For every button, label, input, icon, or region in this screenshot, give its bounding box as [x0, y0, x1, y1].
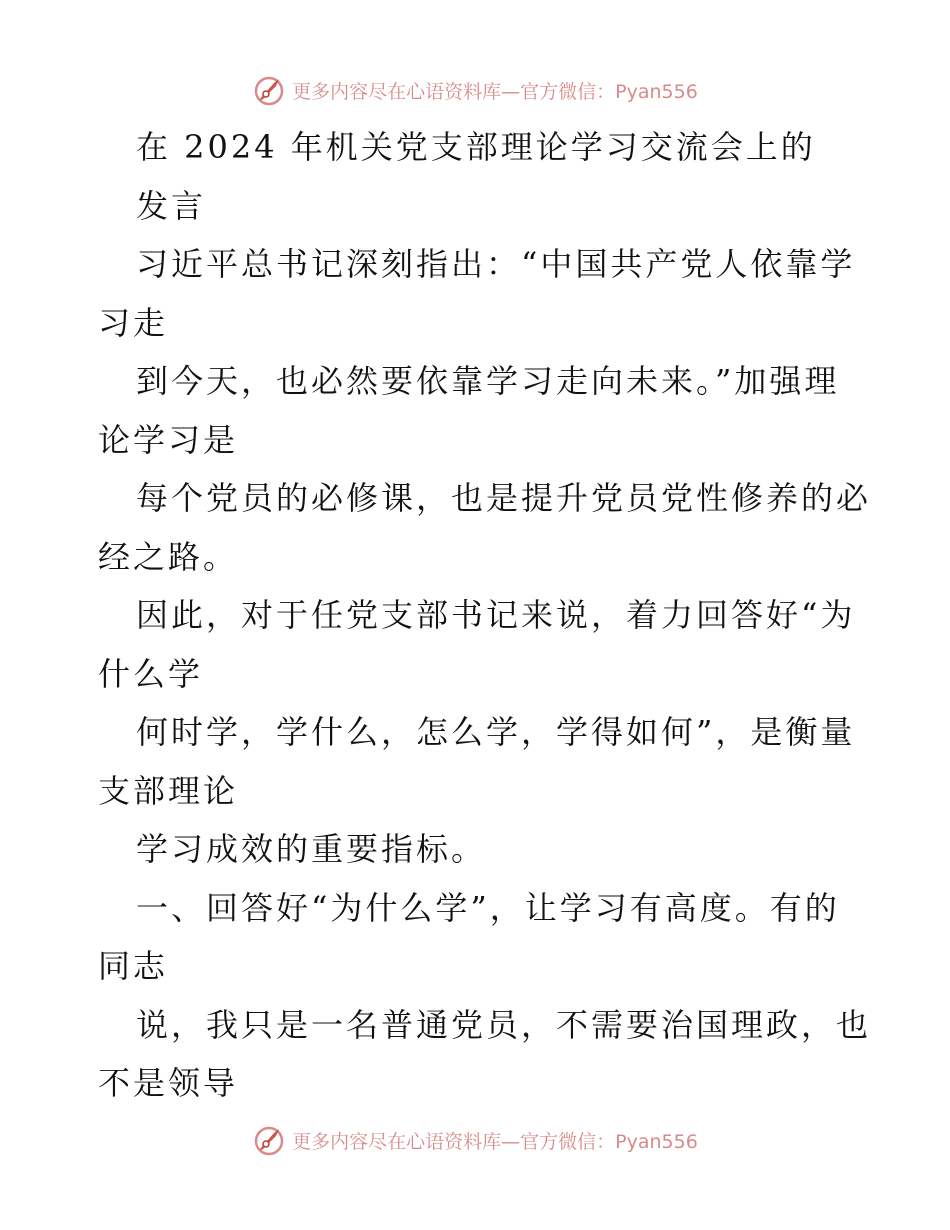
footer-banner-text: 更多内容尽在心语资料库—官方微信：Pyan556	[292, 1130, 698, 1153]
text-line: 何时学，学什么，怎么学，学得如何”，是衡量	[136, 713, 856, 751]
header-banner	[0, 70, 950, 110]
text-line: 什么学	[98, 654, 204, 693]
text-line: 因此，对于任党支部书记来说，着力回答好“为	[136, 596, 856, 634]
text-line: 一、回答好“为什么学”，让学习有高度。有的	[136, 888, 840, 927]
text-line: 说，我只是一名普通党员，不需要治国理政，也	[136, 1005, 872, 1044]
text-line: 不是领导	[98, 1064, 239, 1102]
header-banner-text: 更多内容尽在心语资料库—官方微信：Pyan556	[292, 80, 698, 103]
quill-logo-icon	[252, 73, 286, 107]
text-line: 学习成效的重要指标。	[136, 830, 487, 868]
text-line: 支部理论	[98, 771, 239, 810]
text-line: 习走	[98, 303, 169, 342]
text-line: 每个党员的必修课，也是提升党员党性修养的必	[136, 479, 872, 517]
text-line: 习近平总书记深刻指出：“中国共产党人依靠学	[136, 245, 856, 283]
document-body	[98, 118, 872, 1113]
text-line: 在 2024 年机关党支部理论学习交流会上的	[136, 128, 816, 166]
quill-logo-icon	[252, 1123, 286, 1157]
text-line: 到今天，也必然要依靠学习走向未来。”加强理	[136, 362, 840, 400]
footer-banner	[0, 1120, 950, 1160]
text-line: 经之路。	[98, 537, 239, 576]
text-line: 论学习是	[98, 420, 239, 459]
text-line: 发言	[136, 186, 207, 225]
text-line: 同志	[98, 947, 169, 985]
